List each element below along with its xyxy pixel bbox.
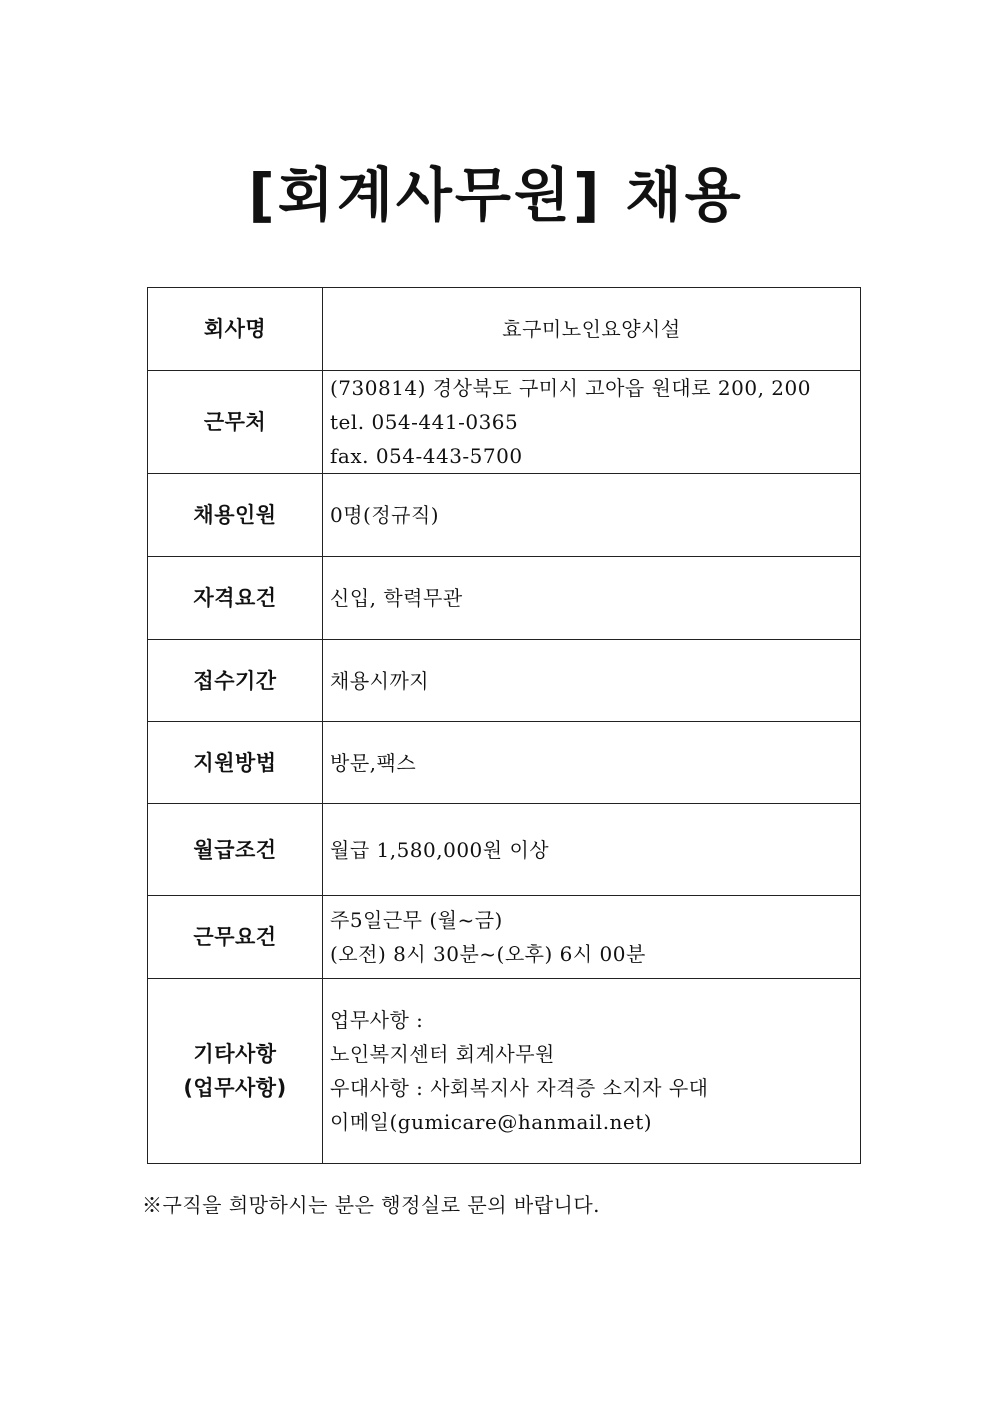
table-row <box>148 371 861 474</box>
row-label-salary <box>148 804 323 896</box>
label-text: 접수기간 <box>193 668 277 693</box>
row-value-application-method <box>323 722 861 804</box>
row-label-application-period <box>148 640 323 722</box>
job-info-table <box>147 287 861 1164</box>
label-text: 근무처 <box>203 410 267 434</box>
fax-line: fax. 054-443-5700 <box>330 444 523 468</box>
row-label-company <box>148 288 323 371</box>
label-text: 자격요건 <box>193 586 277 610</box>
value-text: 채용시까지 <box>330 668 430 693</box>
label-text: 근무요건 <box>193 925 277 949</box>
value-text: 노인복지센터 회계사무원 <box>330 1042 555 1066</box>
phone-line: tel. 054-441-0365 <box>330 410 519 434</box>
label-text: 월급조건 <box>193 837 277 862</box>
row-label-headcount <box>148 474 323 557</box>
value-text: 월급 1,580,000원 이상 <box>330 837 550 862</box>
value-text: 0명(정규직) <box>330 503 440 527</box>
row-value-headcount <box>323 474 861 557</box>
label-text: (업무사항) <box>183 1076 287 1100</box>
label-text: 회사명 <box>203 317 267 341</box>
row-value-other <box>323 979 861 1164</box>
row-label-workplace <box>148 371 323 474</box>
table-row <box>148 474 861 557</box>
row-label-application-method <box>148 722 323 804</box>
row-value-company <box>323 288 861 371</box>
label-text: 채용인원 <box>193 503 277 527</box>
email-text: 이메일(gumicare@hanmail.net) <box>330 1110 653 1134</box>
value-text: 방문,팩스 <box>330 750 417 775</box>
table-row <box>148 557 861 640</box>
row-value-work-conditions <box>323 896 861 979</box>
address-line: (730814) 경상북도 구미시 고아읍 원대로 200, 200 <box>330 376 811 400</box>
label-text: 지원방법 <box>193 750 277 775</box>
table-row <box>148 804 861 896</box>
table-row <box>148 979 861 1164</box>
row-label-work-conditions <box>148 896 323 979</box>
table-row <box>148 640 861 722</box>
footnote: ※구직을 희망하시는 분은 행정실로 문의 바랍니다. <box>142 1193 601 1217</box>
table-row <box>148 288 861 371</box>
page-title: [회계사무원] 채용 <box>248 161 744 229</box>
row-value-workplace <box>323 371 861 474</box>
value-text: 업무사항 : <box>330 1008 424 1032</box>
row-label-other <box>148 979 323 1164</box>
row-label-qualification <box>148 557 323 640</box>
row-value-qualification <box>323 557 861 640</box>
label-text: 기타사항 <box>193 1042 277 1066</box>
value-text: (오전) 8시 30분~(오후) 6시 00분 <box>330 942 646 966</box>
value-text: 신입, 학력무관 <box>330 586 463 610</box>
row-value-application-period <box>323 640 861 722</box>
value-text: 효구미노인요양시설 <box>502 317 681 341</box>
table-row <box>148 896 861 979</box>
row-value-salary <box>323 804 861 896</box>
value-text: 우대사항 : 사회복지사 자격증 소지자 우대 <box>330 1076 709 1100</box>
value-text: 주5일근무 (월~금) <box>330 908 503 932</box>
table-row <box>148 722 861 804</box>
